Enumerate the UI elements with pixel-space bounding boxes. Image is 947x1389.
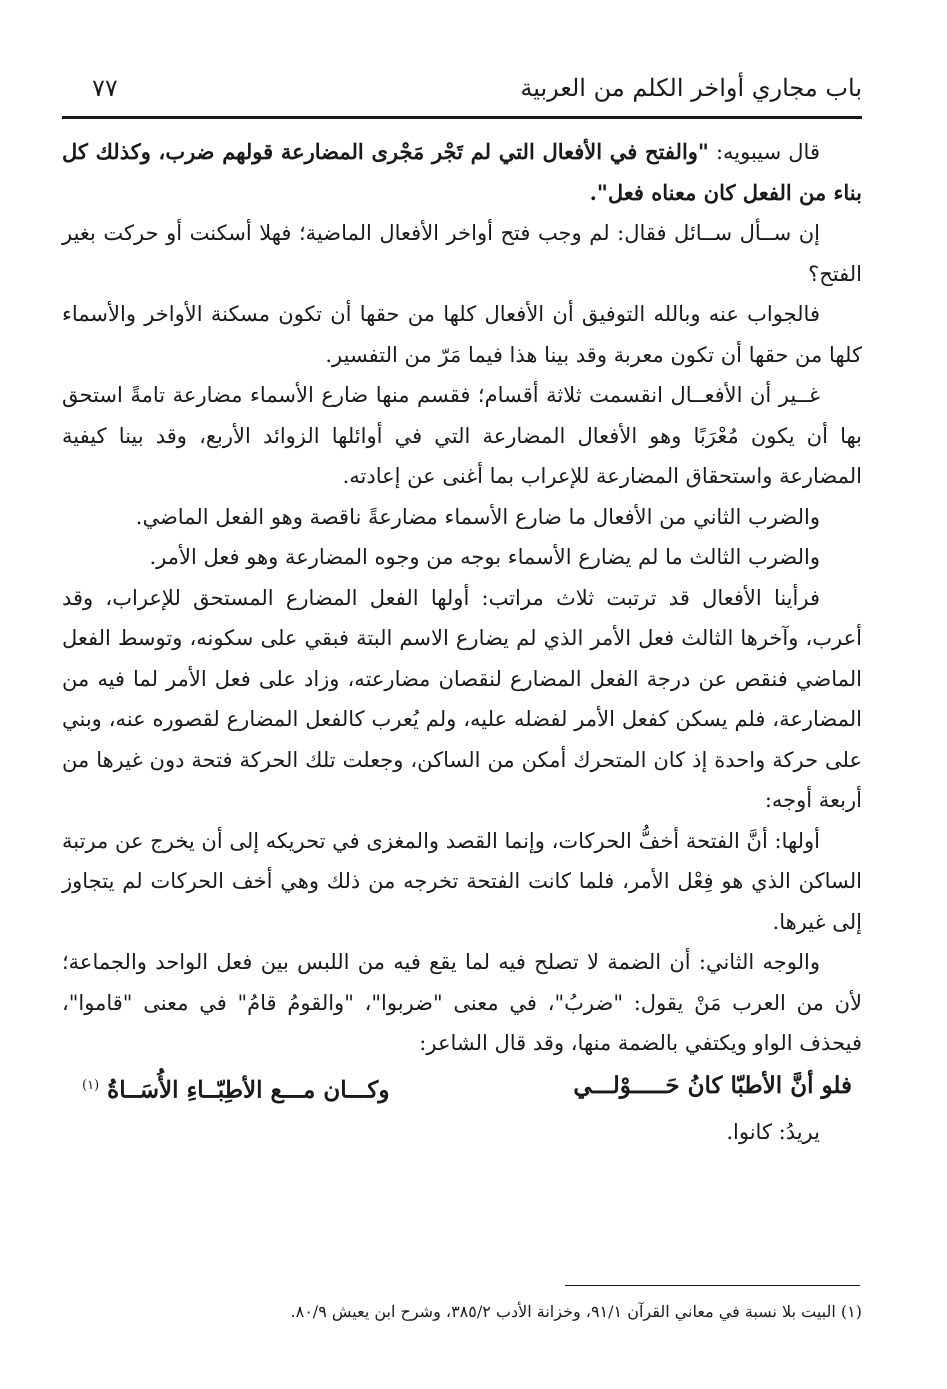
footnote: (١) البيت بلا نسبة في معاني القرآن ٩١/١، وخزانة الأدب ٣٨٥/٢، وشرح ابن يعيش ٨٠/٩. bbox=[290, 1302, 862, 1321]
chapter-title: باب مجاري أواخر الكلم من العربية bbox=[520, 74, 862, 102]
paragraph-second-type: والضرب الثاني من الأفعال ما ضارع الأسماء مضارعةً ناقصة وهو الفعل الماضي. bbox=[135, 504, 820, 529]
footnote-marker: (١) bbox=[82, 1077, 100, 1093]
header-divider bbox=[62, 116, 862, 119]
poetry-verse bbox=[62, 1064, 862, 1113]
paragraph-three-divisions: غــير أن الأفعــال انقسمت ثلاثة أقسام؛ فقسم منها ضارع الأسماء مضارعة تامةً استحق بها أن يكون مُعْرَبًا وهو الأفعال المضارعة التي في أوائلها الزوائد الأربع، وقد بينا كيفية المضارعة واستحقاق المضارعة للإعراب بما أغنى عن إعادته. bbox=[62, 383, 862, 488]
paragraph-second-reason: والوجه الثاني: أن الضمة لا تصلح فيه لما يقع فيه من اللبس بين فعل الواحد والجماعة؛ لأن من العرب مَنْ يقول: "ضربُ"، في معنى "ضربوا"، "والقومُ قامُ" في معنى "قاموا"، فيحذف الواو ويكتفي بالضمة منها، وقد قال الشاعر: bbox=[62, 950, 862, 1055]
sibawayh-quote: "والفتح في الأفعال التي لم تَجْر مَجْرى المضارعة قولهم ضرب، وكذلك كل بناء من الفعل كان معناه فعل". bbox=[62, 139, 862, 205]
paragraph-explanation: يريدُ: كانوا. bbox=[726, 1120, 820, 1145]
paragraph-first-reason: أولها: أنَّ الفتحة أخفُّ الحركات، وإنما القصد والمغزى في تحريكه إلى أن يخرج عن مرتبة الساكن الذي هو فِعْل الأمر، فلما كانت الفتحة تخرجه من ذلك وهي أخف الحركات لم يتجاوز إلى غيرها. bbox=[62, 828, 862, 934]
verse-second-hemistich: وكـــان مـــع الأطِبّــاءِ الأُسَــاةُ bbox=[107, 1076, 390, 1104]
footnote-divider bbox=[565, 1285, 860, 1286]
page-number: ٧٧ bbox=[92, 74, 118, 102]
quote-attribution: قال سيبويه: bbox=[715, 140, 820, 164]
paragraph-ranks: فرأينا الأفعال قد ترتبت ثلاث مراتب: أولها الفعل المضارع المستحق للإعراب، وقد أعرب، وآخرها الثالث فعل الأمر الذي لم يضارع الاسم البتة فبقي على سكونه، وتوسط الفعل الماضي فنقص عن درجة الفعل المضارع لنقصان مضارعته، وزاد على فعل الأمر لما فيه من المضارعة، فلم يسكن كفعل الأمر لفضله عليه، ولم يُعرب كالفعل المضارع لقصوره عنه، وبني على حركة واحدة إذ كان المتحرك أمكن من الساكن، وجعلت تلك الحركة فتحة دون غيرها من أربعة أوجه: bbox=[62, 585, 862, 812]
verse-first-hemistich: فلو أنَّ الأطبّا كانُ حَـــــوْلـــي bbox=[573, 1071, 852, 1099]
main-text bbox=[62, 132, 862, 1153]
page-header bbox=[62, 62, 862, 112]
paragraph-answer: فالجواب عنه وبالله التوفيق أن الأفعال كلها من حقها أن تكون مسكنة الأواخر والأسماء كلها من حقها أن تكون معربة وقد بينا هذا فيما مَرّ من التفسير. bbox=[62, 302, 862, 367]
paragraph-third-type: والضرب الثالث ما لم يضارع الأسماء بوجه من وجوه المضارعة وهو فعل الأمر. bbox=[149, 545, 820, 569]
paragraph-sibawayh-quote bbox=[62, 132, 862, 213]
paragraph-question: إن ســأل ســائل فقال: لم وجب فتح أواخر الأفعال الماضية؛ فهلا أسكنت أو حركت بغير الفتح؟ bbox=[62, 221, 862, 286]
verse-second-hemistich-wrap bbox=[82, 1064, 390, 1113]
